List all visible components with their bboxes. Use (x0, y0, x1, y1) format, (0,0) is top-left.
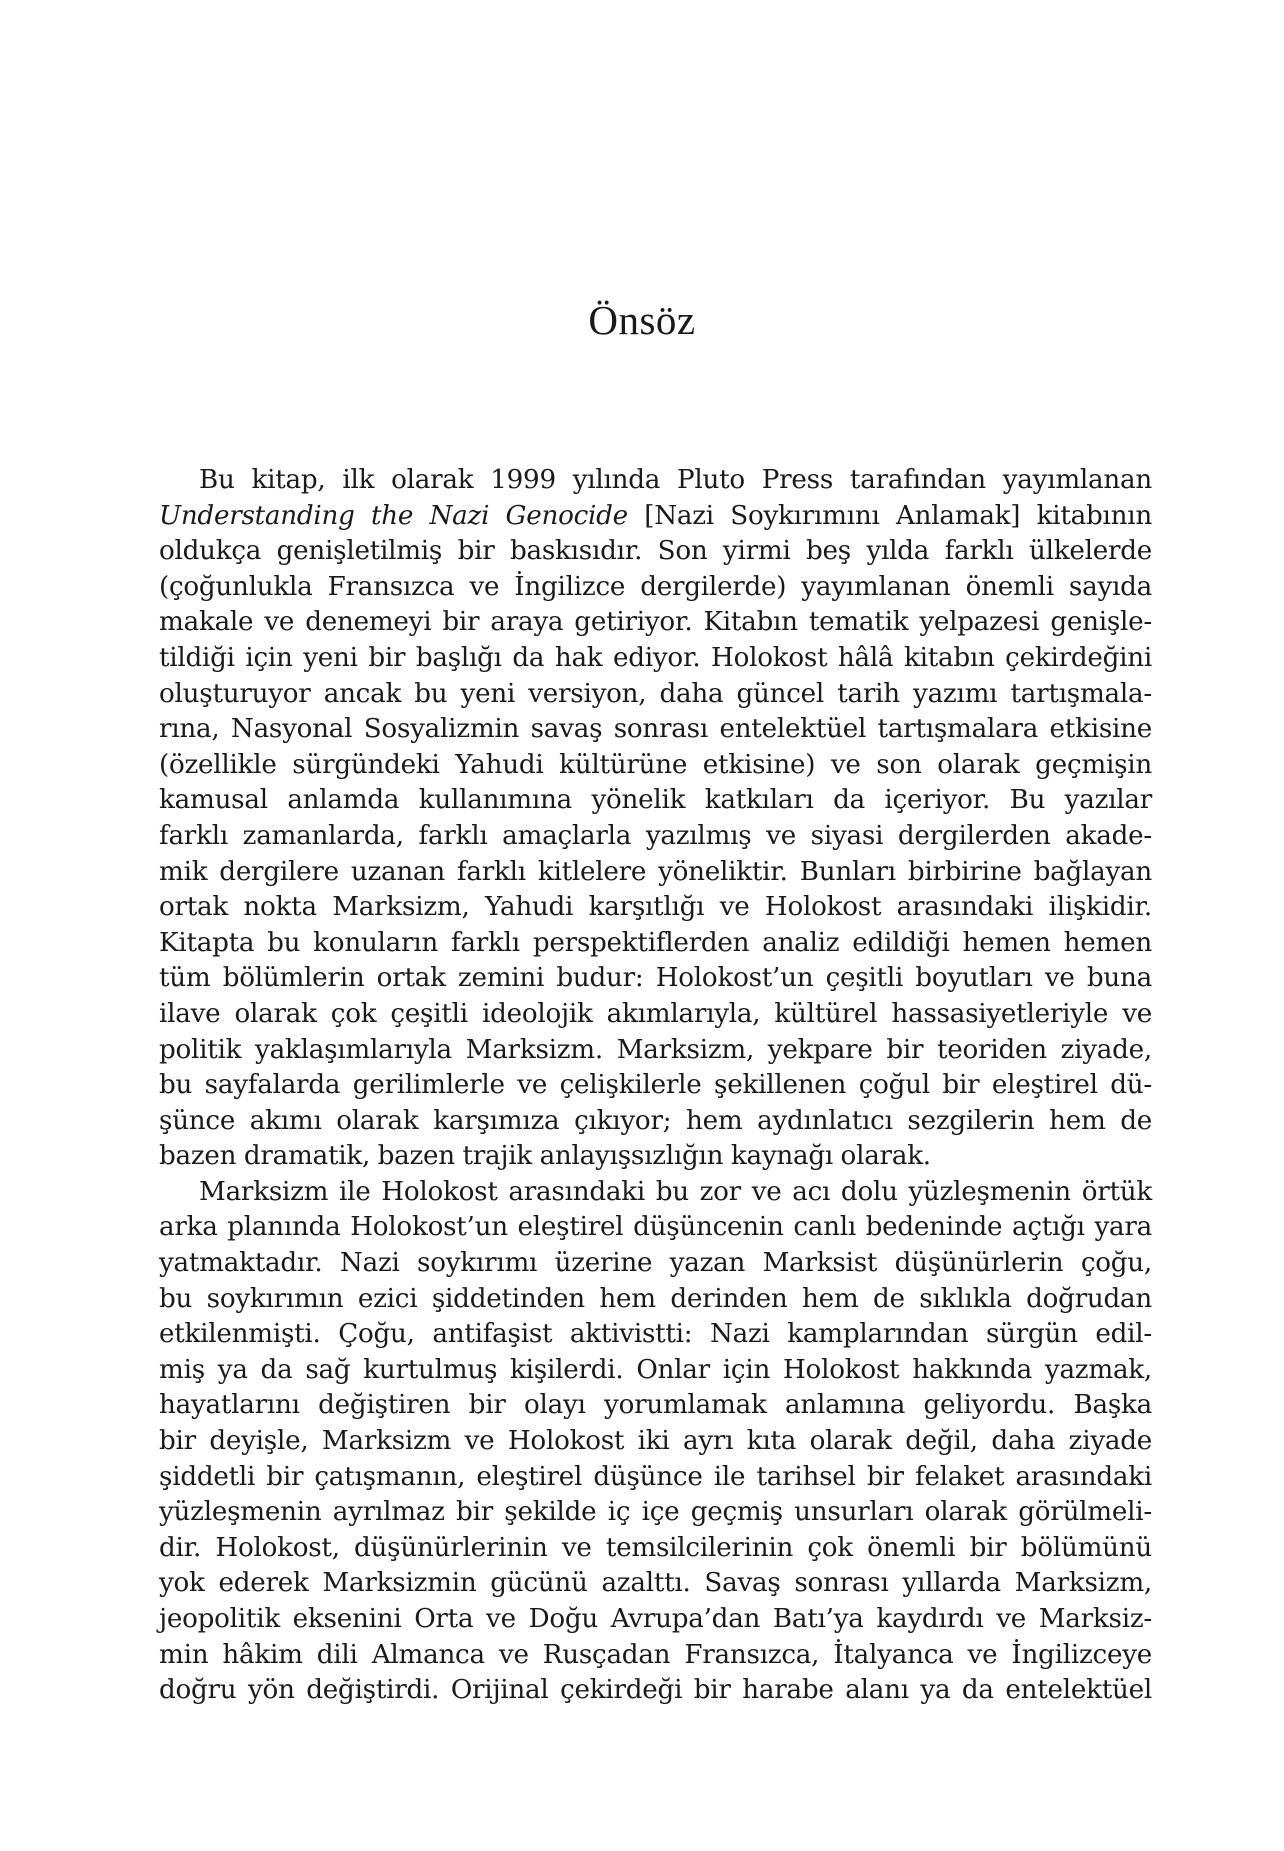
text-line: hayatlarını değiştiren bir olayı yorumlamak anlamına geliyordu. Başka (159, 1390, 1152, 1421)
text-line: politik yaklaşımlarıyla Marksizm. Marksizm, yekpare bir teoriden ziyade, (159, 1034, 1152, 1065)
text-line: bir deyişle, Marksizm ve Holokost iki ayrı kıta olarak değil, daha ziyade (159, 1426, 1152, 1457)
text-line: tüm bölümlerin ortak zemini budur: Holokost’un çeşitli boyutları ve buna (159, 963, 1152, 994)
text-line: ilave olarak çok çeşitli ideolojik akımlarıyla, kültürel hassasiyetleriyle ve (159, 998, 1152, 1029)
paragraph-2 (159, 1175, 1152, 1709)
text-line: (özellikle sürgündeki Yahudi kültürüne etkisine) ve son olarak geçmişin (159, 749, 1152, 780)
text-line: doğru yön değiştirdi. Orijinal çekirdeği bir harabe alanı ya da entelektüel (159, 1675, 1152, 1706)
text-line: tildiği için yeni bir başlığı da hak ediyor. Holokost hâlâ kitabın çekirdeğini (159, 642, 1152, 673)
text-line: mik dergilere uzanan farklı kitlelere yöneliktir. Bunları birbirine bağlayan (159, 856, 1152, 887)
book-title-italic: Understanding the Nazi Genocide (159, 500, 628, 531)
text-line: makale ve denemeyi bir araya getiriyor. Kitabın tematik yelpazesi genişle- (159, 607, 1152, 638)
text-line: Marksizm ile Holokost arasındaki bu zor ve acı dolu yüzleşmenin örtük (199, 1176, 1152, 1207)
text-line: miş ya da sağ kurtulmuş kişilerdi. Onlar için Holokost hakkında yazmak, (159, 1354, 1152, 1385)
text-line: min hâkim dili Almanca ve Rusçadan Fransızca, İtalyanca ve İngilizceye (159, 1639, 1152, 1670)
text-line: rına, Nasyonal Sosyalizmin savaş sonrası entelektüel tartışmalara etkisine (159, 714, 1152, 745)
text-line (159, 499, 1152, 535)
text-line: yüzleşmenin ayrılmaz bir şekilde iç içe geçmiş unsurları olarak görülmeli- (159, 1497, 1152, 1528)
text-line: bu soykırımın ezici şiddetinden hem derinden hem de sıklıkla doğrudan (159, 1283, 1152, 1314)
paragraph-1 (159, 463, 1152, 1175)
text-line: şiddetli bir çatışmanın, eleştirel düşünce ile tarihsel bir felaket arasındaki (159, 1461, 1152, 1492)
text-line: (çoğunlukla Fransızca ve İngilizce dergilerde) yayımlanan önemli sayıda (159, 571, 1152, 602)
text-line: jeopolitik eksenini Orta ve Doğu Avrupa’dan Batı’ya kaydırdı ve Marksiz- (159, 1604, 1152, 1634)
text-line: şünce akımı olarak karşımıza çıkıyor; hem aydınlatıcı sezgilerin hem de (159, 1105, 1152, 1136)
text-line: Bu kitap, ilk olarak 1999 yılında Pluto Press tarafından yayımlanan (199, 465, 1152, 495)
text-line: yatmaktadır. Nazi soykırımı üzerine yazan Marksist düşünürlerin çoğu, (159, 1248, 1152, 1279)
text-line: farklı zamanlarda, farklı amaçlarla yazılmış ve siyasi dergilerden akade- (159, 820, 1152, 851)
text-line: oluşturuyor ancak bu yeni versiyon, daha güncel tarih yazımı tartışmala- (159, 678, 1152, 709)
text-line: yok ederek Marksizmin gücünü azalttı. Savaş sonrası yıllarda Marksizm, (159, 1568, 1152, 1599)
page-title: Önsöz (588, 297, 696, 343)
text-line: etkilenmişti. Çoğu, antifaşist aktivistti: Nazi kamplarından sürgün edil- (159, 1319, 1152, 1350)
text-line: bu sayfalarda gerilimlerle ve çelişkilerle şekillenen çoğul bir eleştirel dü- (159, 1070, 1152, 1101)
text-line: ortak nokta Marksizm, Yahudi karşıtlığı ve Holokost arasındaki ilişkidir. (159, 892, 1152, 923)
text-line: Kitapta bu konuların farklı perspektiflerden analiz edildiği hemen hemen (159, 927, 1152, 958)
body-text (159, 463, 1152, 1709)
text-line: kamusal anlamda kullanımına yönelik katkıları da içeriyor. Bu yazılar (159, 785, 1152, 816)
text-line: oldukça genişletilmiş bir baskısıdır. Son yirmi beş yılda farklı ülkelerde (159, 536, 1152, 567)
text-line: dir. Holokost, düşünürlerinin ve temsilcilerinin çok önemli bir bölümünü (159, 1532, 1152, 1563)
text-line: bazen dramatik, bazen trajik anlayışsızlığın kaynağı olarak. (159, 1141, 931, 1172)
text-line: arka planında Holokost’un eleştirel düşüncenin canlı bedeninde açtığı yara (159, 1212, 1152, 1243)
text-line-rest: [Nazi Soykırımını Anlamak] kitabının (627, 500, 1152, 531)
